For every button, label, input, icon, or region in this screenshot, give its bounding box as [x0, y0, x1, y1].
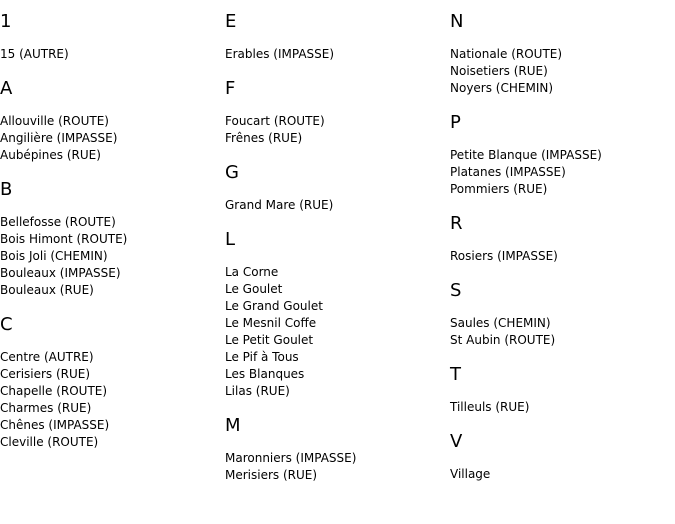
index-column-2	[225, 0, 356, 484]
street-list	[225, 113, 356, 147]
street-list	[450, 46, 602, 97]
street-link[interactable]: Noyers (CHEMIN)	[450, 81, 554, 95]
street-link[interactable]: Le Grand Goulet	[225, 299, 323, 313]
street-list-item	[450, 147, 602, 164]
letter-group	[450, 281, 602, 349]
street-list	[225, 197, 356, 214]
street-list-item	[225, 113, 356, 130]
street-link[interactable]: Lilas (RUE)	[225, 384, 290, 398]
street-list	[0, 113, 127, 164]
letter-group	[225, 163, 356, 214]
street-link[interactable]: La Corne	[225, 265, 279, 279]
street-list-item	[0, 147, 127, 164]
letter-group	[225, 12, 356, 63]
street-list-item	[0, 130, 127, 147]
letter-heading: F	[225, 78, 236, 99]
letter-heading: A	[0, 78, 13, 99]
letter-group	[0, 180, 127, 299]
street-link[interactable]: Le Pif à Tous	[225, 350, 299, 364]
letter-heading: L	[225, 229, 236, 250]
street-list-item	[0, 113, 127, 130]
letter-heading: T	[450, 364, 461, 385]
street-list	[0, 46, 127, 63]
street-link[interactable]: Cleville (ROUTE)	[0, 435, 99, 449]
street-link[interactable]: St Aubin (ROUTE)	[450, 333, 556, 347]
street-list-item	[450, 63, 602, 80]
street-list-item	[0, 434, 127, 451]
street-link[interactable]: Noisetiers (RUE)	[450, 64, 548, 78]
street-list-item	[450, 399, 602, 416]
letter-heading: G	[225, 162, 239, 183]
street-list-item	[225, 349, 356, 366]
street-link[interactable]: Maronniers (IMPASSE)	[225, 451, 357, 465]
street-list-item	[450, 80, 602, 97]
street-link[interactable]: Foucart (ROUTE)	[225, 114, 325, 128]
street-link[interactable]: Merisiers (RUE)	[225, 468, 318, 482]
street-list-item	[225, 366, 356, 383]
street-link[interactable]: Bois Joli (CHEMIN)	[0, 249, 108, 263]
street-link[interactable]: Allouville (ROUTE)	[0, 114, 109, 128]
street-link[interactable]: Aubépines (RUE)	[0, 148, 101, 162]
street-list-item	[0, 248, 127, 265]
street-link[interactable]: Charmes (RUE)	[0, 401, 92, 415]
letter-group	[0, 315, 127, 451]
street-list-item	[0, 231, 127, 248]
street-list-item	[450, 332, 602, 349]
street-link[interactable]: Bellefosse (ROUTE)	[0, 215, 116, 229]
letter-group	[450, 113, 602, 198]
street-list-item	[225, 197, 356, 214]
street-link[interactable]: Grand Mare (RUE)	[225, 198, 334, 212]
street-link[interactable]: Cerisiers (RUE)	[0, 367, 91, 381]
street-list	[0, 214, 127, 299]
street-list-item	[225, 467, 356, 484]
index-column-3	[450, 0, 602, 483]
street-list-item	[450, 466, 602, 483]
letter-heading: C	[0, 314, 13, 335]
street-link[interactable]: Village	[450, 467, 491, 481]
street-list-item	[450, 46, 602, 63]
street-list-item	[0, 46, 127, 63]
street-list-item	[0, 383, 127, 400]
letter-heading: M	[225, 415, 241, 436]
street-link[interactable]: Angilière (IMPASSE)	[0, 131, 118, 145]
street-list	[450, 466, 602, 483]
letter-heading: E	[225, 11, 237, 32]
street-list-item	[225, 332, 356, 349]
street-link[interactable]: Le Mesnil Coffe	[225, 316, 317, 330]
street-list-item	[225, 450, 356, 467]
letter-group	[225, 416, 356, 484]
letter-group	[225, 230, 356, 400]
letter-group	[450, 365, 602, 416]
street-list-item	[225, 383, 356, 400]
street-list	[450, 315, 602, 349]
street-link[interactable]: Bois Himont (ROUTE)	[0, 232, 128, 246]
street-list-item	[0, 349, 127, 366]
letter-group	[0, 79, 127, 164]
street-link[interactable]: Le Goulet	[225, 282, 283, 296]
street-list-item	[450, 164, 602, 181]
street-link[interactable]: Erables (IMPASSE)	[225, 47, 335, 61]
street-list	[450, 399, 602, 416]
letter-heading: B	[0, 179, 13, 200]
street-list-item	[450, 248, 602, 265]
letter-group	[225, 79, 356, 147]
street-list-item	[0, 265, 127, 282]
street-link[interactable]: Pommiers (RUE)	[450, 182, 548, 196]
street-link[interactable]: Chênes (IMPASSE)	[0, 418, 110, 432]
street-list-item	[450, 315, 602, 332]
letter-heading: P	[450, 112, 461, 133]
letter-heading: V	[450, 431, 463, 452]
street-link[interactable]: Rosiers (IMPASSE)	[450, 249, 558, 263]
street-link[interactable]: Petite Blanque (IMPASSE)	[450, 148, 602, 162]
street-link[interactable]: 15 (AUTRE)	[0, 47, 69, 61]
street-list-item	[0, 214, 127, 231]
letter-heading: R	[450, 213, 463, 234]
street-list-item	[225, 130, 356, 147]
street-link[interactable]: Frênes (RUE)	[225, 131, 303, 145]
street-list	[450, 248, 602, 265]
street-list-item	[0, 282, 127, 299]
letter-group	[0, 12, 127, 63]
street-link[interactable]: Saules (CHEMIN)	[450, 316, 551, 330]
street-link[interactable]: Nationale (ROUTE)	[450, 47, 563, 61]
letter-heading: S	[450, 280, 462, 301]
street-list-item	[225, 46, 356, 63]
street-list-item	[450, 181, 602, 198]
street-list	[225, 264, 356, 400]
street-list-item	[225, 281, 356, 298]
index-column-1	[0, 0, 127, 451]
letter-group	[450, 432, 602, 483]
street-list-item	[225, 315, 356, 332]
street-link[interactable]: Centre (AUTRE)	[0, 350, 94, 364]
letter-heading: 1	[0, 11, 12, 32]
street-list	[450, 147, 602, 198]
street-list-item	[0, 417, 127, 434]
street-list-item	[0, 400, 127, 417]
letter-heading: N	[450, 11, 464, 32]
street-list	[225, 450, 356, 484]
street-link[interactable]: Le Petit Goulet	[225, 333, 314, 347]
street-list-item	[225, 264, 356, 281]
street-list-item	[225, 298, 356, 315]
street-link[interactable]: Tilleuls (RUE)	[450, 400, 530, 414]
street-link[interactable]: Chapelle (ROUTE)	[0, 384, 108, 398]
street-link[interactable]: Les Blanques	[225, 367, 305, 381]
street-list	[225, 46, 356, 63]
street-list-item	[0, 366, 127, 383]
letter-group	[450, 12, 602, 97]
street-link[interactable]: Bouleaux (IMPASSE)	[0, 266, 121, 280]
street-list	[0, 349, 127, 451]
street-link[interactable]: Bouleaux (RUE)	[0, 283, 94, 297]
street-link[interactable]: Platanes (IMPASSE)	[450, 165, 566, 179]
letter-group	[450, 214, 602, 265]
